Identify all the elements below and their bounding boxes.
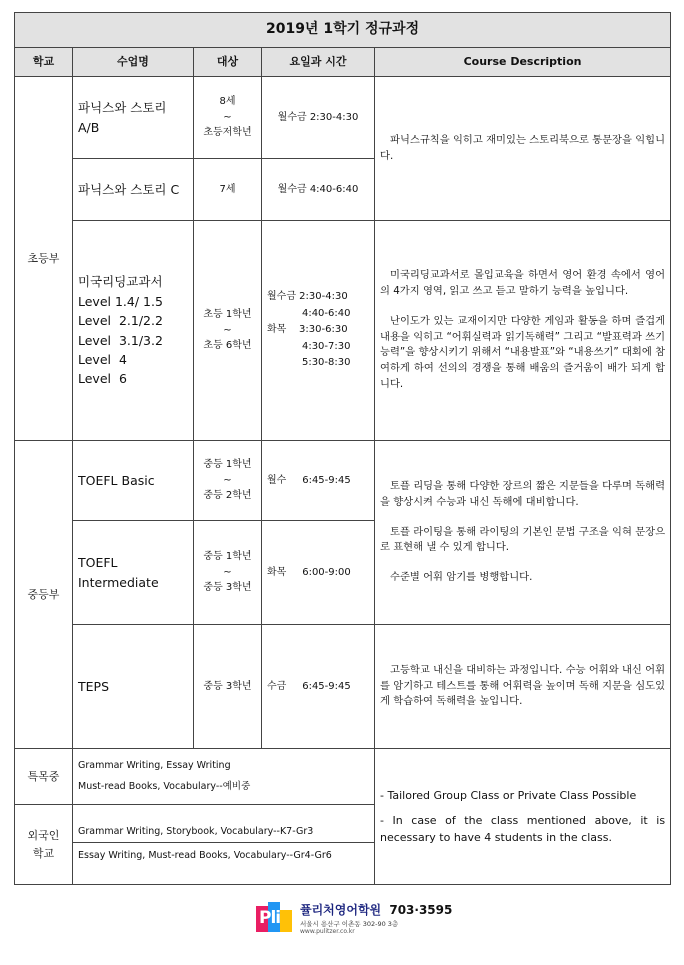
- time-phonics-c: 월수금 4:40-6:40: [262, 159, 375, 221]
- schedule-table: [14, 12, 671, 885]
- time-toefl-intermediate: 화목 6:00-9:00: [262, 521, 375, 625]
- course-phonics-c: 파닉스와 스토리 C: [73, 159, 194, 221]
- target-phonics-ab: 8세 ~ 초등저학년: [194, 77, 262, 159]
- desc-toefl: 토플 리딩을 통해 다양한 장르의 짧은 지문들을 다루며 독해력을 향상시켜 수능과 내신 독해에 대비합니다. 토플 라이팅을 통해 라이팅의 기본인 문법 구조을 익혀 문장으로 표현해 낼 수 있게 합니다. 수준별 어휘 암기를 병행합니다.: [375, 441, 671, 625]
- course-us-reading: 미국리딩교과서 Level 1.4/ 1.5 Level 2.1/2.2 Level 3.1/3.2 Level 4 Level 6: [73, 221, 194, 441]
- header-schedule: 요일과 시간: [262, 48, 375, 77]
- time-us-reading: 월수금 2:30-4:30 4:40-6:40 화목 3:30-6:30 4:30-7:30 5:30-8:30: [262, 221, 375, 441]
- academy-phone: 703·3595: [389, 903, 453, 917]
- academy-footer: [256, 900, 452, 936]
- header-target: 대상: [194, 48, 262, 77]
- target-phonics-c: 7세: [194, 159, 262, 221]
- academy-address: 서울시 용산구 이촌동 302-90 3층: [300, 920, 399, 928]
- target-us-reading: 초등 1학년 ~ 초등 6학년: [194, 221, 262, 441]
- school-foreign: 외국인 학교: [15, 805, 73, 885]
- page-title: 2019년 1학기 정규과정: [15, 13, 671, 48]
- target-toefl-intermediate: 중등 1학년 ~ 중등 3학년: [194, 521, 262, 625]
- course-toefl-intermediate: TOEFL Intermediate: [73, 521, 194, 625]
- target-teps: 중등 3학년: [194, 625, 262, 749]
- school-special: 특목중: [15, 749, 73, 805]
- header-course: 수업명: [73, 48, 194, 77]
- desc-us-reading: 미국리딩교과서로 몰입교육을 하면서 영어 환경 속에서 영어의 4가지 영역, 읽고 쓰고 듣고 말하기 능력을 높입니다. 난이도가 있는 교재이지만 다양한 게임과 활동을 하며 즐겁게 내용을 익히고 “어휘실력과 읽기독해력” 그리고 “발표력과 쓰기능력”을 향상시키기 위해서 “내용발표”와 “내용쓰기” 대회에 참여하게 하여 선의의 경쟁을 통해 배움의 즐거움이 배가 되게 합니다.: [375, 221, 671, 441]
- academy-name: 퓰리처영어학원: [300, 903, 382, 917]
- special-description: - Tailored Group Class or Private Class Possible - In case of the class mentioned above, it is necessary to have 4 students in the class.: [375, 749, 671, 885]
- target-toefl-basic: 중등 1학년 ~ 중등 2학년: [194, 441, 262, 521]
- header-description: Course Description: [375, 48, 671, 77]
- time-teps: 수금 6:45-9:45: [262, 625, 375, 749]
- desc-teps: 고등학교 내신을 대비하는 과정입니다. 수능 어휘와 내신 어휘를 암기하고 테스트를 통해 어휘력을 높이며 독해 지문을 심도있게 학습하여 독해력을 높입니다.: [375, 625, 671, 749]
- course-phonics-ab: 파닉스와 스토리 A/B: [73, 77, 194, 159]
- special-courses: Grammar Writing, Essay Writing Must-read Books, Vocabulary--예비중: [73, 749, 375, 805]
- time-toefl-basic: 월수 6:45-9:45: [262, 441, 375, 521]
- time-phonics-ab: 월수금 2:30-4:30: [262, 77, 375, 159]
- school-elementary: 초등부: [15, 77, 73, 441]
- academy-logo: Pli: [256, 902, 294, 934]
- course-teps: TEPS: [73, 625, 194, 749]
- course-toefl-basic: TOEFL Basic: [73, 441, 194, 521]
- foreign-courses: Grammar Writing, Storybook, Vocabulary--K7-Gr3 Essay Writing, Must-read Books, Vocabulary--Gr4-Gr6: [73, 805, 375, 885]
- desc-phonics: 파닉스규칙을 익히고 재미있는 스토리북으로 통문장을 익힙니다.: [375, 77, 671, 221]
- header-school: 학교: [15, 48, 73, 77]
- school-middle: 중등부: [15, 441, 73, 749]
- academy-url: www.pulitzer.co.kr: [300, 928, 355, 935]
